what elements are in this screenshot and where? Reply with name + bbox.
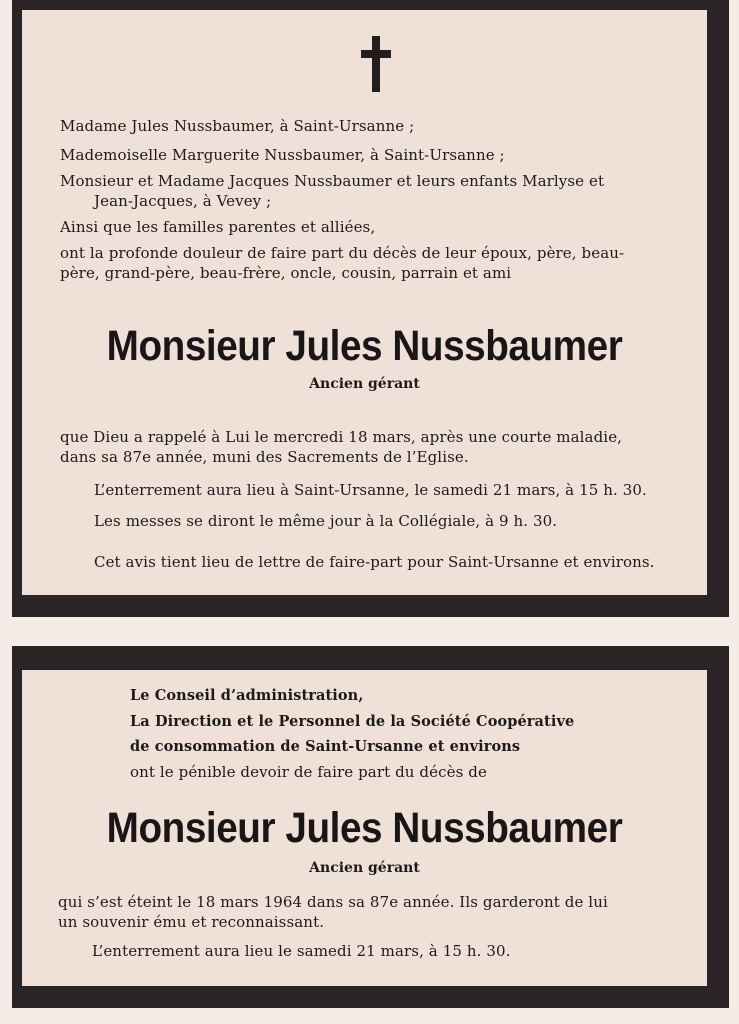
coop-line-3: de consommation de Saint-Ursanne et environs: [130, 738, 521, 755]
funeral-notice-family: [12, 0, 729, 617]
coop-line-1: Le Conseil d’administration,: [130, 687, 364, 704]
deceased-title: Ancien gérant: [309, 860, 420, 876]
notice-line: Cet avis tient lieu de lettre de faire-part pour Saint-Ursanne et environs.: [94, 553, 655, 571]
coop-line-2: La Direction et le Personnel de la Société Coopérative: [130, 713, 575, 730]
deceased-title: Ancien gérant: [309, 376, 420, 392]
burial-line: L’enterrement aura lieu à Saint-Ursanne, le samedi 21 mars, à 15 h. 30.: [94, 481, 647, 499]
coop-body-line-2: un souvenir ému et reconnaissant.: [58, 913, 325, 931]
coop-body-line-1: qui s’est éteint le 18 mars 1964 dans sa 87e année. Ils garderont de lui: [58, 893, 608, 911]
family-line-1: Madame Jules Nussbaumer, à Saint-Ursanne ;: [60, 117, 415, 135]
family-line-6: ont la profonde douleur de faire part du décès de leur époux, père, beau-: [60, 244, 625, 262]
family-line-5: Ainsi que les familles parentes et alliées,: [60, 218, 376, 236]
deceased-name: Monsieur Jules Nussbaumer: [106, 322, 623, 370]
cross-icon: [361, 36, 391, 92]
deceased-name: Monsieur Jules Nussbaumer: [106, 804, 623, 852]
family-line-2: Mademoiselle Marguerite Nussbaumer, à Saint-Ursanne ;: [60, 146, 505, 164]
family-line-7: père, grand-père, beau-frère, oncle, cousin, parrain et ami: [60, 264, 512, 282]
coop-line-4: ont le pénible devoir de faire part du décès de: [130, 763, 487, 781]
family-line-4: Jean-Jacques, à Vevey ;: [94, 192, 272, 210]
body-line-2: dans sa 87e année, muni des Sacrements de l’Eglise.: [60, 448, 469, 466]
masses-line: Les messes se diront le même jour à la Collégiale, à 9 h. 30.: [94, 512, 558, 530]
funeral-notice-cooperative: [12, 646, 729, 1008]
family-line-3: Monsieur et Madame Jacques Nussbaumer et leurs enfants Marlyse et: [60, 172, 605, 190]
coop-burial-line: L’enterrement aura lieu le samedi 21 mars, à 15 h. 30.: [92, 942, 511, 960]
body-line-1: que Dieu a rappelé à Lui le mercredi 18 mars, après une courte maladie,: [60, 428, 623, 446]
